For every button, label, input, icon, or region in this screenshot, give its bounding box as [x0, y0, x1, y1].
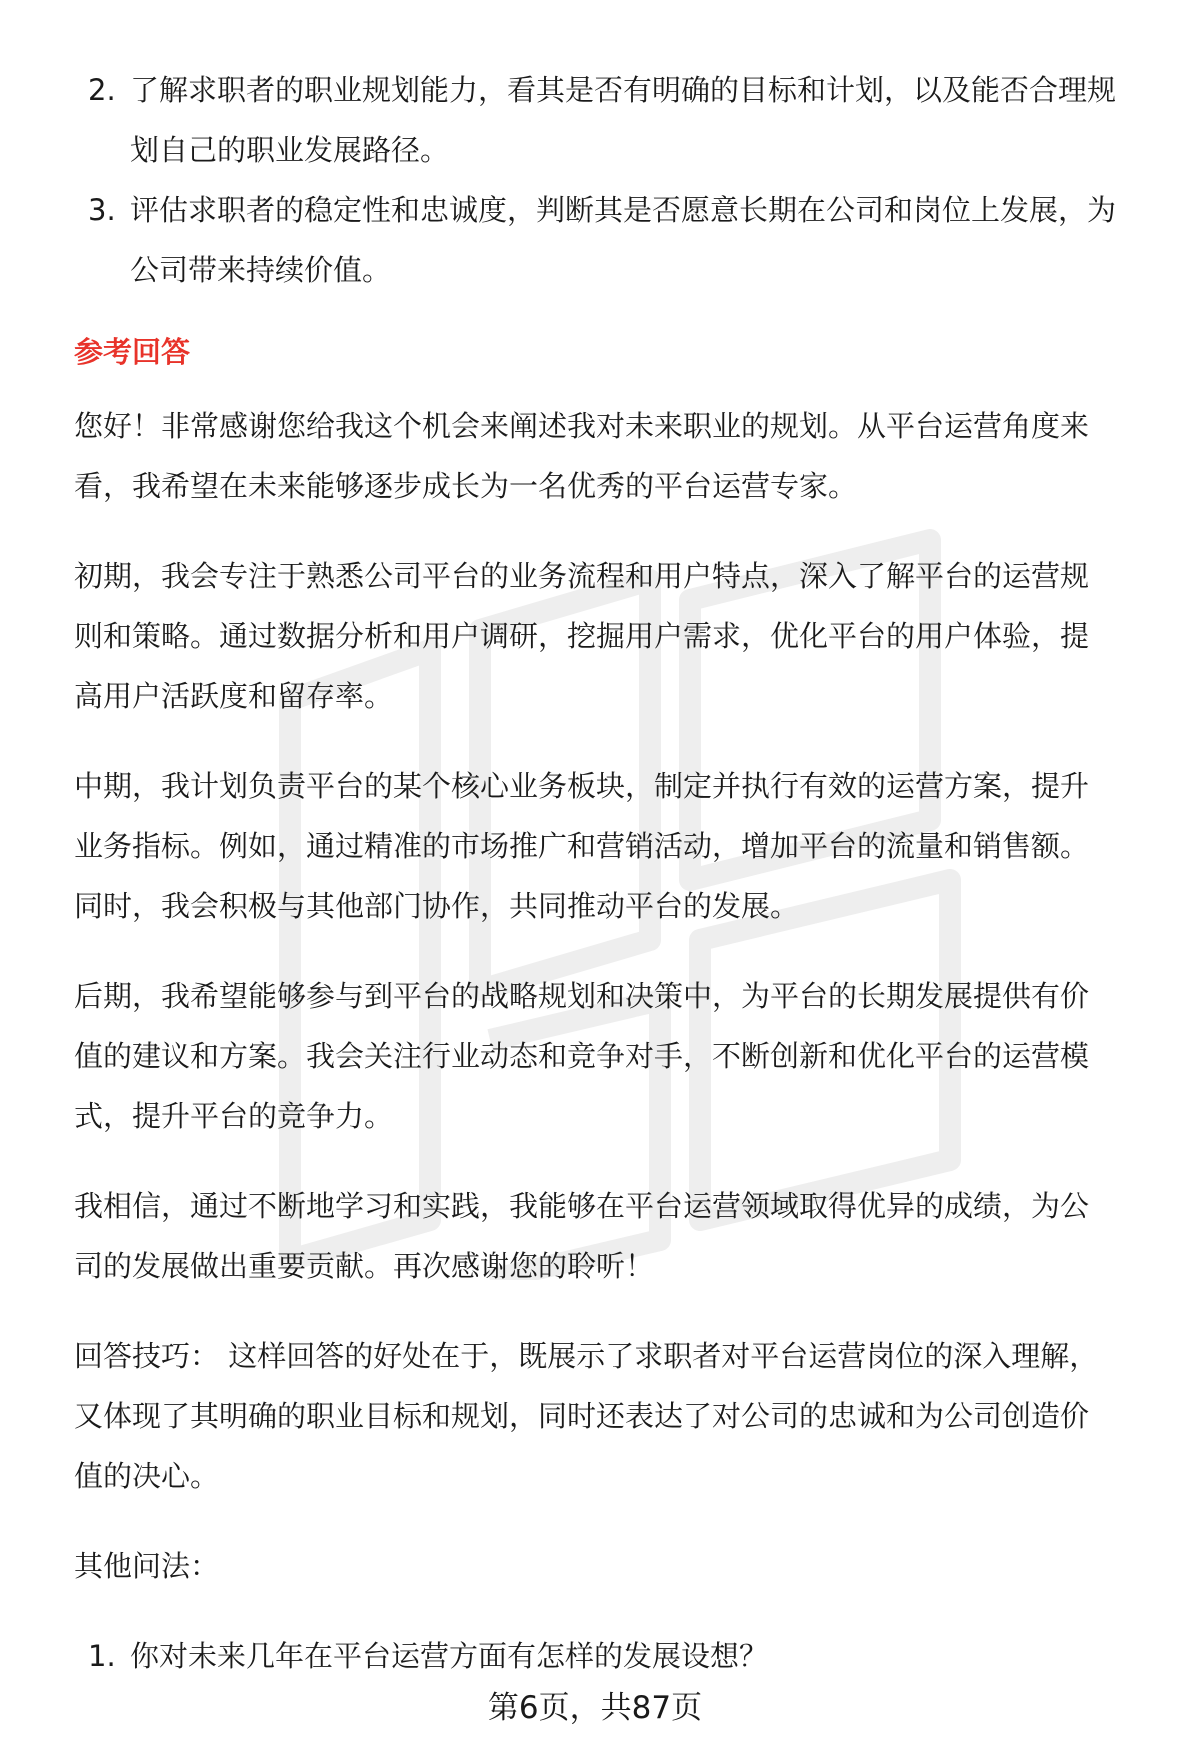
- answer-paragraph: 您好！非常感谢您给我这个机会来阐述我对未来职业的规划。从平台运营角度来看，我希望在未来能够逐步成长为一名优秀的平台运营专家。: [74, 409, 1090, 503]
- list-item-text: 了解求职者的职业规划能力，看其是否有明确的目标和计划，以及能否合理规划自己的职业发展路径。: [130, 73, 1117, 167]
- answer-paragraph: 我相信，通过不断地学习和实践，我能够在平台运营领域取得优异的成绩，为公司的发展做出重要贡献。再次感谢您的聆听！: [74, 1189, 1090, 1283]
- page-footer: 第6页，共87页: [487, 1690, 703, 1726]
- list-item: [74, 1626, 1116, 1686]
- list-item-text: 评估求职者的稳定性和忠诚度，判断其是否愿意长期在公司和岗位上发展，为公司带来持续价值。: [130, 193, 1117, 287]
- section-heading: 参考回答: [74, 335, 191, 369]
- answer-paragraph: 后期，我希望能够参与到平台的战略规划和决策中，为平台的长期发展提供有价值的建议和方案。我会关注行业动态和竞争对手，不断创新和优化平台的运营模式，提升平台的竞争力。: [74, 979, 1090, 1133]
- list-number: 3.: [88, 193, 116, 227]
- other-questions-list: [74, 1626, 1116, 1686]
- list-number: 1.: [88, 1639, 116, 1673]
- document-page: [74, 60, 1116, 1686]
- answer-paragraph: 初期，我会专注于熟悉公司平台的业务流程和用户特点，深入了解平台的运营规则和策略。通过数据分析和用户调研，挖掘用户需求，优化平台的用户体验，提高用户活跃度和留存率。: [74, 559, 1090, 713]
- other-questions-label: 其他问法：: [74, 1549, 220, 1583]
- list-item: [74, 60, 1116, 180]
- answer-paragraph: 中期，我计划负责平台的某个核心业务板块，制定并执行有效的运营方案，提升业务指标。例如，通过精准的市场推广和营销活动，增加平台的流量和销售额。同时，我会积极与其他部门协作，共同推动平台的发展。: [74, 769, 1090, 923]
- answer-tips-paragraph: 回答技巧： 这样回答的好处在于，既展示了求职者对平台运营岗位的深入理解，又体现了其明确的职业目标和规划，同时还表达了对公司的忠诚和为公司创造价值的决心。: [74, 1339, 1099, 1493]
- list-item-text: 你对未来几年在平台运营方面有怎样的发展设想？: [130, 1639, 769, 1673]
- list-item: [74, 180, 1116, 300]
- intro-list: [74, 60, 1116, 300]
- list-number: 2.: [88, 73, 116, 107]
